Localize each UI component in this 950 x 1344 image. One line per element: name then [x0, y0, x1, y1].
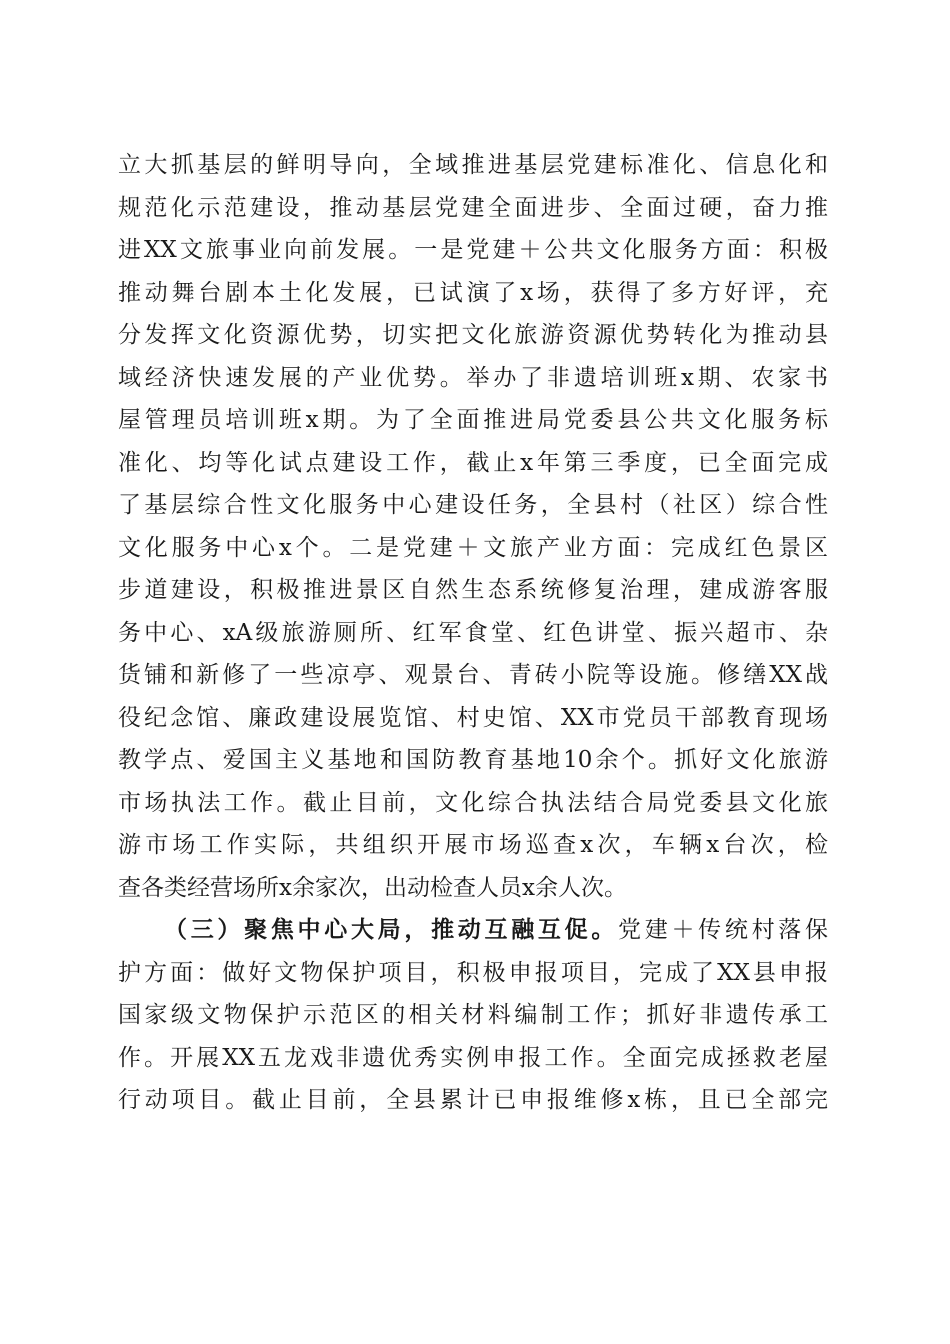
paragraph-2-first-line — [118, 909, 828, 952]
paragraph-1-line-8: 准化、均等化试点建设工作，截止x年第三季度，已全面完成 — [118, 449, 828, 476]
paragraph-1-line-4: 推动舞台剧本土化发展，已试演了x场，获得了多方好评，充 — [118, 279, 828, 306]
paragraph-1-line-5: 分发挥文化资源优势，切实把文化旅游资源优势转化为推动县 — [118, 322, 828, 348]
paragraph-1-line-1: 立大抓基层的鲜明导向，全域推进基层党建标准化、信息化和 — [118, 152, 828, 178]
paragraph-1-line-6: 域经济快速发展的产业优势。举办了非遗培训班x期、农家书 — [118, 364, 828, 391]
paragraph-1-line-12: 务中心、xA级旅游厕所、红军食堂、红色讲堂、振兴超市、杂 — [118, 619, 828, 646]
paragraph-1-line-18: 查各类经营场所x余家次，出动检查人员x余人次。 — [118, 874, 627, 901]
paragraph-1-line-17: 游市场工作实际，共组织开展市场巡查x次，车辆x台次，检 — [118, 832, 828, 858]
paragraph-1-line-2: 规范化示范建设，推动基层党建全面进步、全面过硬，奋力推 — [118, 194, 828, 221]
paragraph-2-line-5: 行动项目。截止目前，全县累计已申报维修x栋，且已全部完 — [118, 1087, 828, 1113]
paragraph-1-line-13: 货铺和新修了一些凉亭、观景台、青砖小院等设施。修缮XX战 — [118, 662, 828, 688]
paragraph-1-line-11: 步道建设，积极推进景区自然生态系统修复治理，建成游客服 — [118, 577, 828, 603]
paragraph-1-line-15: 教学点、爱国主义基地和国防教育基地10余个。抓好文化旅游 — [118, 747, 828, 773]
paragraph-1-line-3: 进XX文旅事业向前发展。一是党建＋公共文化服务方面：积极 — [118, 237, 828, 263]
document-body — [118, 144, 828, 1122]
paragraph-2-line-2: 护方面：做好文物保护项目，积极申报项目，完成了XX县申报 — [118, 959, 828, 986]
paragraph-1-line-7: 屋管理员培训班x期。为了全面推进局党委县公共文化服务标 — [118, 407, 828, 433]
paragraph-1-line-14: 役纪念馆、廉政建设展览馆、村史馆、XX市党员干部教育现场 — [118, 704, 828, 731]
paragraph-2-line-4: 作。开展XX五龙戏非遗优秀实例申报工作。全面完成拯救老屋 — [118, 1044, 828, 1071]
paragraph-2-line-3: 国家级文物保护示范区的相关材料编制工作；抓好非遗传承工 — [118, 1002, 828, 1028]
section-heading: （三）聚焦中心大局，推动互融互促。 — [164, 916, 619, 943]
paragraph-1-line-16: 市场执法工作。截止目前，文化综合执法结合局党委县文化旅 — [118, 789, 828, 816]
paragraph-2-first-line-rest: 党建＋传统村落保 — [618, 917, 829, 943]
paragraph-1-line-9: 了基层综合性文化服务中心建设任务，全县村（社区）综合性 — [118, 492, 828, 518]
paragraph-1-line-10: 文化服务中心x个。二是党建＋文旅产业方面：完成红色景区 — [118, 534, 828, 561]
